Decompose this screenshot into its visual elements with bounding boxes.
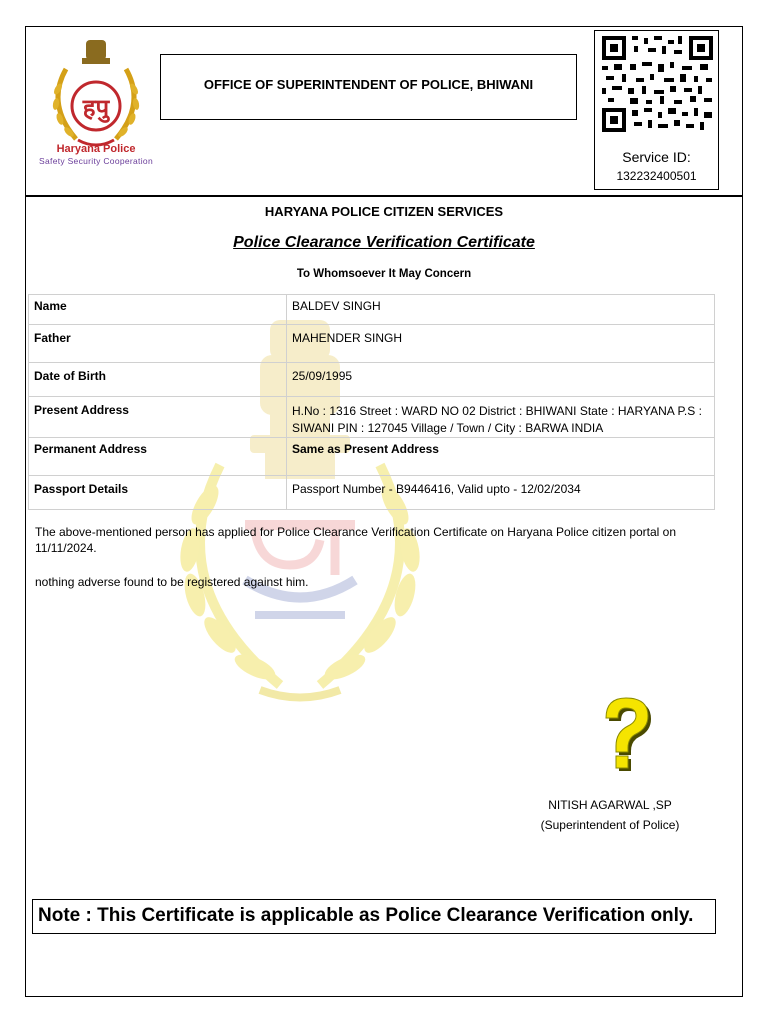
application-statement: The above-mentioned person has applied for Police Clearance Verification Certificate on Haryana Police citizen portal on 11/11/2024. xyxy=(35,525,677,555)
row-value-dob: 25/09/1995 xyxy=(287,363,715,397)
service-id-label: Service ID: xyxy=(622,149,691,165)
qr-code-icon[interactable] xyxy=(600,34,715,134)
details-table xyxy=(28,294,715,510)
logo-caption-tagline: Safety Security Cooperation xyxy=(39,156,153,166)
signatory-designation: (Superintendent of Police) xyxy=(540,818,680,832)
row-label-name: Name xyxy=(29,295,287,325)
question-mark-icon xyxy=(596,694,656,778)
table-row xyxy=(29,325,715,363)
row-label-permanent-address: Permanent Address xyxy=(29,438,287,476)
table-row xyxy=(29,295,715,325)
certificate-title: Police Clearance Verification Certificate xyxy=(233,234,535,251)
row-label-father: Father xyxy=(29,325,287,363)
row-label-passport: Passport Details xyxy=(29,476,287,510)
logo-caption-name: Haryana Police xyxy=(56,143,136,155)
service-id-value: 132232400501 xyxy=(616,169,697,183)
row-label-dob: Date of Birth xyxy=(29,363,287,397)
note-box xyxy=(32,899,716,934)
office-title: OFFICE OF SUPERINTENDENT OF POLICE, BHIWANI xyxy=(203,77,534,92)
row-label-present-address: Present Address xyxy=(29,397,287,438)
row-value-present-address: H.No : 1316 Street : WARD NO 02 District : BHIWANI State : HARYANA P.S : SIWANI PIN : 127045 Village / Town / City : BARWA INDIA xyxy=(287,397,715,438)
row-value-passport: Passport Number - B9446416, Valid upto - 12/02/2034 xyxy=(287,476,715,510)
footer-note: Note : This Certificate is applicable as Police Clearance Verification only. xyxy=(38,905,694,926)
row-value-name: BALDEV SINGH xyxy=(287,295,715,325)
qr-service-box xyxy=(594,30,719,190)
svg-text:हपु: हपु xyxy=(82,94,110,122)
verification-result: nothing adverse found to be registered against him. xyxy=(35,575,309,589)
row-value-father: MAHENDER SINGH xyxy=(287,325,715,363)
table-row xyxy=(29,397,715,438)
header-divider xyxy=(25,195,743,197)
row-value-permanent-address: Same as Present Address xyxy=(287,438,715,476)
section-title: HARYANA POLICE CITIZEN SERVICES xyxy=(264,204,504,219)
salutation: To Whomsoever It May Concern xyxy=(296,268,472,280)
signatory-name: NITISH AGARWAL ,SP xyxy=(548,798,672,812)
table-row xyxy=(29,438,715,476)
office-title-box xyxy=(160,54,577,120)
table-row xyxy=(29,363,715,397)
table-row xyxy=(29,476,715,510)
